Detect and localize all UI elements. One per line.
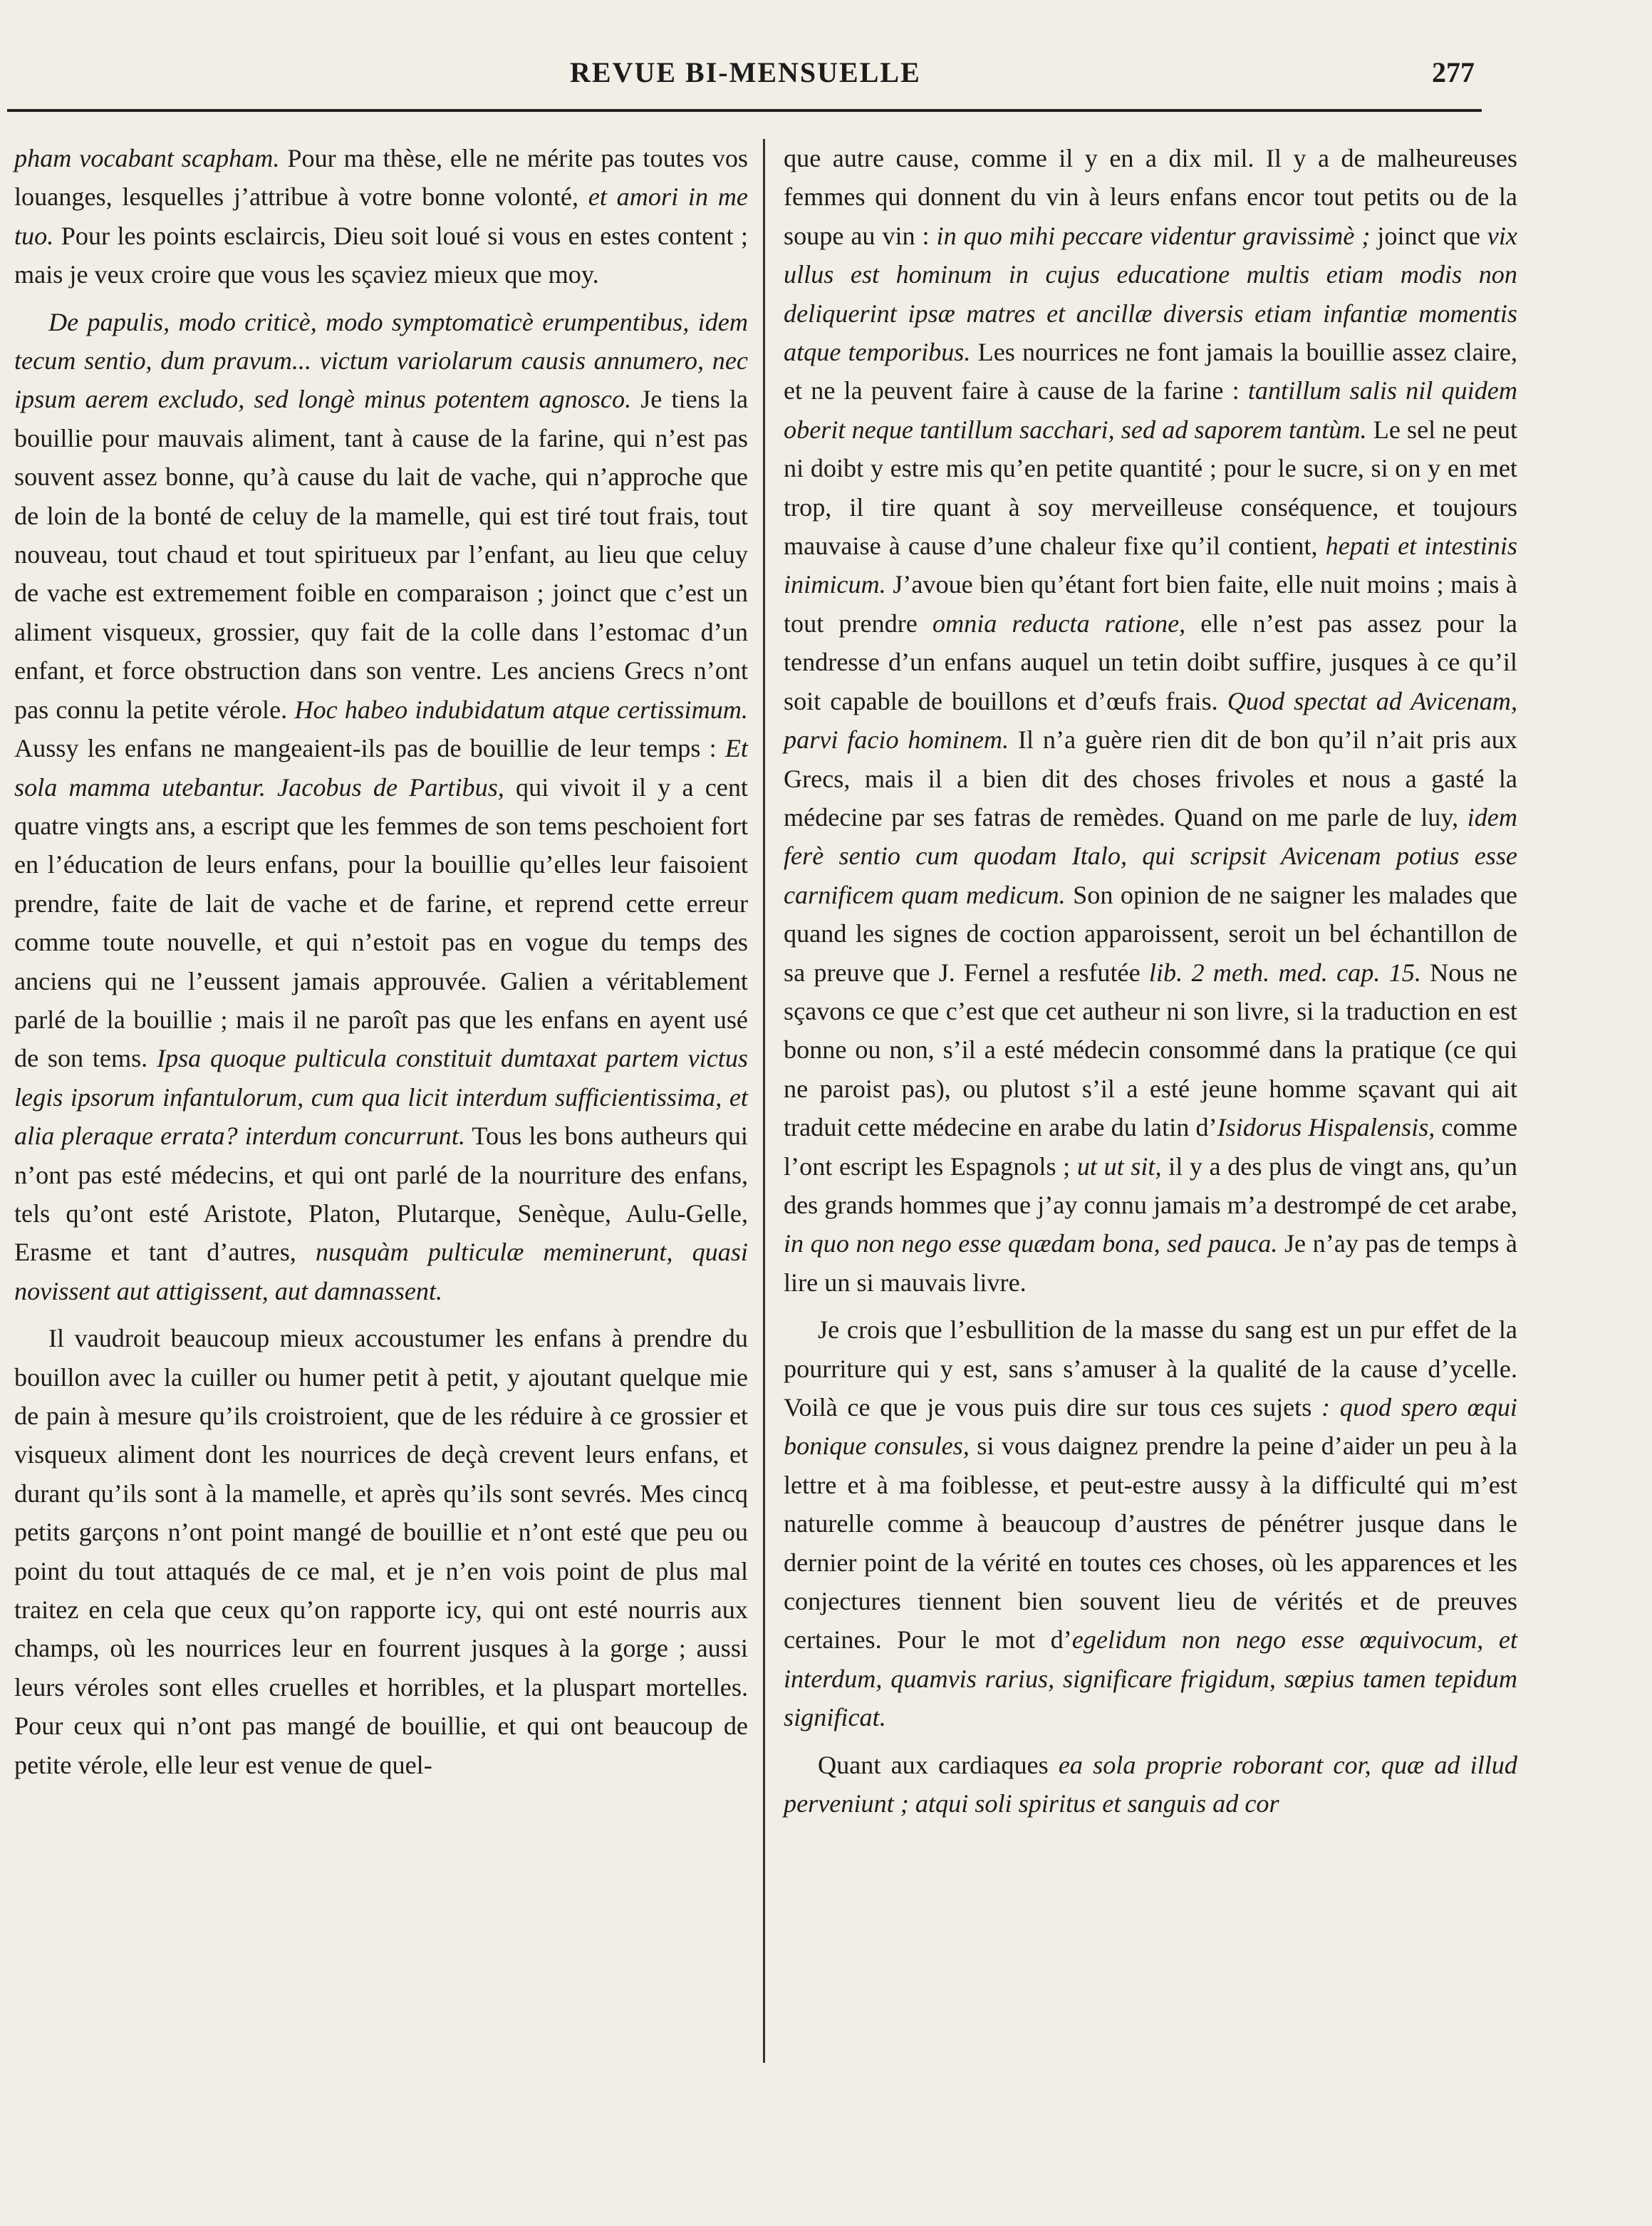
text-run: joinct que [1370,221,1487,250]
latin-text: vix ullus est hominum in cujus educatione multis etiam modis non deliquerint ipsæ matres et ancillæ diversis etiam infantiæ momentis atque temporibus. [784,221,1517,367]
paragraph [784,1746,1517,1823]
paragraph [14,1319,748,1784]
latin-text: in quo mihi peccare videntur gravissimè ; [936,221,1371,250]
latin-text: in quo non nego esse quædam bona, sed pauca. [784,1229,1278,1258]
paragraph [14,303,748,1311]
page-number: 277 [1432,56,1475,88]
latin-text: tantillum salis nil quidem oberit neque tantillum sacchari, sed ad saporem tantùm. [784,376,1517,444]
paragraph [14,139,748,294]
running-title: REVUE BI-MENSUELLE [570,56,921,88]
page-header [0,56,1652,98]
latin-text: De papulis, modo criticè, modo symptomaticè erumpentibus, idem tecum sentio, dum pravum... victum variolarum causis annumero, nec ipsum aerem excludo, sed longè minus potentem agnosco. [14,307,748,414]
latin-text: : quod spero œqui bonique consules, [784,1393,1517,1461]
text-run: Les nourrices ne font jamais la bouillie assez claire, et ne la peuvent faire à cause de la farine : [784,338,1517,405]
latin-text: hepati et intestinis inimicum. [784,532,1517,599]
text-run: Pour les points esclaircis, Dieu soit loué si vous en estes content ; mais je veux croire que vous les sçaviez mieux que moy. [14,221,748,289]
text-run: Le sel ne peut ni doibt y estre mis qu’en petite quantité ; pour le sucre, si on y en met trop, il tire quant à soy merveilleuse conséquence, et toujours mauvaise à cause d’une chaleur fixe qu’il contient, [784,415,1517,561]
header-rule [7,109,1482,112]
latin-text: Ipsa quoque pulticula constituit dumtaxat partem victus legis ipsorum infantulorum, cum qua licit interdum sufficientissima, et alia pleraque errata? interdum concurrunt. [14,1044,748,1151]
text-run: que autre cause, comme il y en a dix mil. Il y a de malheureuses femmes qui donnent du vin à leurs enfans encor tout petits ou de la soupe au vin : [784,144,1517,250]
left-column [14,139,748,1784]
latin-text: omnia reducta ratione, [932,609,1186,638]
latin-text: nusquàm pulticulæ meminerunt, quasi novissent aut attigissent, aut damnassent. [14,1238,748,1305]
text-run: Je crois que l’esbullition de la masse du sang est un pur effet de la pourriture qui y est, sans s’amuser à la qualité de la cause d’ycelle. Voilà ce que je vous puis dire sur tous ces sujets [784,1315,1517,1422]
text-run: Pour ma thèse, elle ne mérite pas toutes vos louanges, lesquelles j’attribue à votre bonne volonté, [14,144,748,212]
paragraph [784,1310,1517,1736]
text-run: J’avoue bien qu’étant fort bien faite, elle nuit moins ; mais à tout prendre [784,570,1517,638]
text-run: Quant aux cardiaques [818,1750,1059,1779]
latin-text: ut ut sit, [1076,1151,1162,1181]
latin-text: Hoc habeo indubidatum atque certissimum. [294,695,748,724]
text-run: Je n’ay pas de temps à lire un si mauvais livre. [784,1229,1517,1297]
latin-text: Et sola mamma utebantur. Jacobus de Partibus, [14,734,748,802]
latin-text: egelidum non nego esse œquivocum, et interdum, quamvis rarius, significare frigidum, sœpius tamen tepidum significat. [784,1625,1517,1732]
latin-text: pham vocabant scapham. [14,144,280,172]
text-run: Il vaudroit beaucoup mieux accoustumer les enfans à prendre du bouillon avec la cuiller ou humer petit à petit, y ajoutant quelque mie de pain à mesure qu’ils croistroient, que de les réduire à ce grossier et visqueux aliment dont les nourrices de deçà crevent leurs enfans, et durant qu’ils sont à la mamelle, et après qu’ils sont sevrés. Mes cincq petits garçons n’ont point mangé de bouillie et n’ont esté que peu ou point du tout attaqués de ce mal, et je n’en vois point de plus mal traitez en cela que ceux qu’on rapporte icy, qui ont esté nourris aux champs, où les nourrices leur en fourrent jusques à la gorge ; aussi leurs véroles sont elles cruelles et horribles, et la pluspart mortelles. Pour ceux qui n’ont pas mangé de bouillie, et qui ont beaucoup de petite vérole, elle leur est venue de quel- [14,1324,748,1779]
column-rule [763,139,765,2063]
text-run: Je tiens la bouillie pour mauvais aliment, tant à cause de la farine, qui n’est pas souvent assez bonne, qu’à cause du lait de vache, qui n’approche que de loin de la bonté de celuy de la mamelle, qui est tiré tout frais, tout nouveau, tout chaud et tout spiritueux par l’enfant, au lieu que celuy de vache est extremement foible en comparaison ; joinct que c’est un aliment visqueux, grossier, quy fait de la colle dans l’estomac d’un enfant, et force obstruction dans son ventre. Les anciens Grecs n’ont pas connu la petite vérole. [14,385,749,724]
text-run: Son opinion de ne saigner les malades que quand les signes de coction apparoissent, seroit un bel échantillon de sa preuve que J. Fernel a resfutée [784,880,1517,987]
text-run: qui vivoit il y a cent quatre vingts ans, a escript que les femmes de son tems peschoient fort en l’éducation de leurs enfans, pour la bouillie qu’elles leur faisoient prendre, faite de lait de vache et de farine, et reprend cette erreur comme toute nouvelle, et qui n’estoit pas en vogue du temps des anciens qui ne l’eussent jamais approuvée. Galien a véritablement parlé de la bouillie ; mais il ne paroît pas que les enfans en ayent usé de son tems. [14,772,748,1073]
text-run: Nous ne sçavons ce que c’est que cet autheur ni son livre, si la traduction en est bonne ou non, s’il a esté médecin consommé dans la pratique (ce qui ne paroist pas), ou plutost s’il a esté jeune homme sçavant qui ait traduit cette médecine en arabe du latin d’ [784,958,1517,1142]
right-column [784,139,1517,1823]
latin-text: lib. 2 meth. med. cap. 15. [1148,958,1421,987]
text-run: si vous daignez prendre la peine d’aider un peu à la lettre et à ma foiblesse, et peut-estre aussy à la difficulté qui m’est naturelle comme à beaucoup d’austres de pénétrer jusque dans le dernier point de la vérité en toutes ces choses, où les apparences et les conjectures tiennent bien souvent lieu de vérités et de preuves certaines. Pour le mot d’ [784,1432,1517,1655]
latin-text: Isidorus Hispalensis, [1217,1113,1435,1142]
latin-text: ea sola proprie roborant cor, quæ ad illud perveniunt ; atqui soli spiritus et sanguis ad cor [784,1750,1517,1818]
paragraph [784,139,1517,1302]
text-run: elle n’est pas assez pour la tendresse d’un enfans auquel un tetin doibt suffire, jusques à ce qu’il soit capable de bouillons et d’œufs frais. [784,609,1517,715]
text-run: Tous les bons autheurs qui n’ont pas esté médecins, et qui ont parlé de la nourriture des enfans, tels qu’ont esté Aristote, Platon, Plutarque, Senèque, Aulu-Gelle, Erasme et tant d’autres, [14,1122,748,1267]
text-run: comme l’ont escript les Espagnols ; [784,1113,1518,1181]
latin-text: et amori in me tuo. [14,182,748,250]
text-run: Aussy les enfans ne mangeaient-ils pas de bouillie de leur temps : [14,734,725,763]
latin-text: idem ferè sentio cum quodam Italo, qui scripsit Avicenam potius esse carnificem quam medicum. [784,802,1517,909]
text-run: il y a des plus de vingt ans, qu’un des grands hommes que j’ay connu jamais m’a destrompé de cet arabe, [784,1151,1517,1219]
latin-text: Quod spectat ad Avicenam, parvi facio hominem. [784,686,1517,755]
text-run: Il n’a guère rien dit de bon qu’il n’ait pris aux Grecs, mais il a bien dit des choses frivoles et nous a gasté la médecine par ses fatras de remèdes. Quand on me parle de luy, [784,725,1517,832]
